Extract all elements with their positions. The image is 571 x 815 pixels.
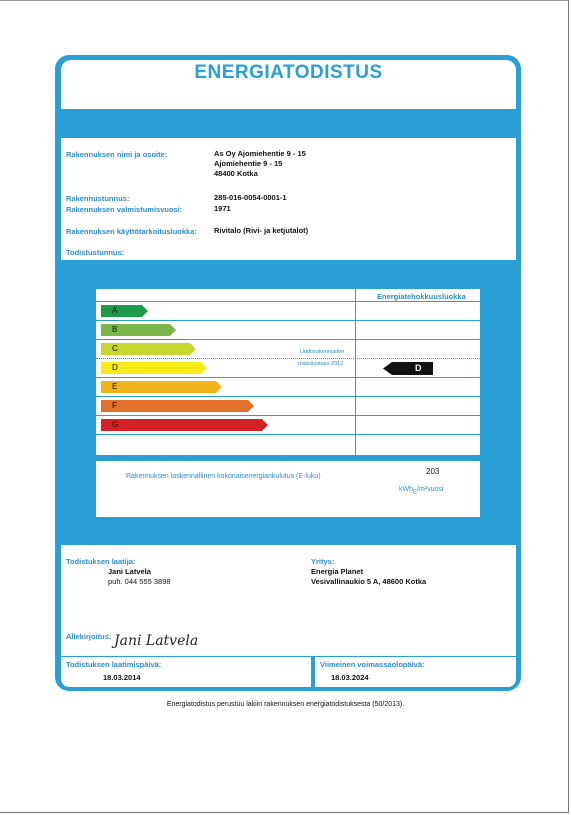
certificate-id-label: Todistustunnus: <box>66 248 125 257</box>
class-label-d: D <box>112 363 118 372</box>
building-id-label: Rakennustunnus: <box>66 194 130 203</box>
scale-row-line <box>96 320 480 321</box>
footer-note: Energiatodistus perustuu lakiin rakennuksen energiatodistuksesta (50/2013). <box>166 701 405 708</box>
energy-unit: kWh$_E$/m²vuosi <box>399 486 444 496</box>
class-bar-f <box>101 400 254 412</box>
scale-row-line <box>96 377 480 378</box>
class-label-f: F <box>112 401 117 410</box>
class-bar-c <box>101 343 196 355</box>
building-id-value: 285-016-0054-0001-1 <box>214 193 287 202</box>
issuer-phone: puh. 044 555 3898 <box>108 577 171 586</box>
class-label-a: A <box>112 306 118 315</box>
energy-value-label: Rakennuksen laskennallinen kokonaisenergiankulutus (E-luku) <box>126 473 321 480</box>
scale-divider <box>355 289 356 455</box>
new-building-level-line <box>96 358 480 359</box>
new-building-level-label-1: Uudisrakennusten <box>300 349 345 355</box>
signature-label: Allekirjoitus: <box>66 632 112 641</box>
class-bar-a <box>101 305 148 317</box>
energy-value: 203 <box>426 467 440 476</box>
scale-row-line <box>96 434 480 435</box>
new-building-level-label-2: määräystaso 2012 <box>298 361 344 367</box>
valid-date: 18.03.2024 <box>331 673 369 682</box>
company-address: Vesivallinaukio 5 A, 48600 Kotka <box>311 577 427 586</box>
company-name: Energia Planet <box>311 567 364 576</box>
signature: Jani Latvela <box>114 633 199 649</box>
rating-letter: D <box>415 363 422 373</box>
scale-row-line <box>96 415 480 416</box>
building-year-value: 1971 <box>214 204 231 213</box>
building-use-label: Rakennuksen käyttötarkoitusluokka: <box>66 227 197 236</box>
company-label: Yritys: <box>311 557 335 566</box>
rating-arrow <box>383 362 433 375</box>
building-name-label: Rakennuksen nimi ja osoite: <box>66 150 168 159</box>
class-bar-g <box>101 419 268 431</box>
issued-date-label: Todistuksen laatimispäivä: <box>66 660 162 669</box>
issuer-name: Jani Latvela <box>108 567 151 576</box>
building-name-line-1: As Oy Ajomiehentie 9 - 15 <box>214 149 306 158</box>
building-name-line-2: Ajomiehentie 9 - 15 <box>214 159 283 168</box>
building-name-line-3: 48400 Kotka <box>214 169 258 178</box>
scale-row-line <box>96 301 480 302</box>
energy-class-header: Energiatehokkuusluokka <box>377 292 466 301</box>
class-label-g: G <box>112 420 119 429</box>
valid-date-label: Viimeinen voimassaolopäivä: <box>320 660 425 669</box>
page-title: ENERGIATODISTUS <box>194 62 383 83</box>
class-label-c: C <box>112 344 118 353</box>
scale-row-line <box>96 396 480 397</box>
scale-row-line <box>96 339 480 340</box>
building-year-label: Rakennuksen valmistumisvuosi: <box>66 205 183 214</box>
class-label-e: E <box>112 382 118 391</box>
issuer-label: Todistuksen laatija: <box>66 557 136 566</box>
building-use-value: Rivitalo (Rivi- ja ketjutalot) <box>214 226 309 235</box>
class-bar-e <box>101 381 222 393</box>
issued-date: 18.03.2014 <box>103 673 141 682</box>
class-bar-d <box>101 362 207 374</box>
class-label-b: B <box>112 325 118 334</box>
class-bar-b <box>101 324 176 336</box>
